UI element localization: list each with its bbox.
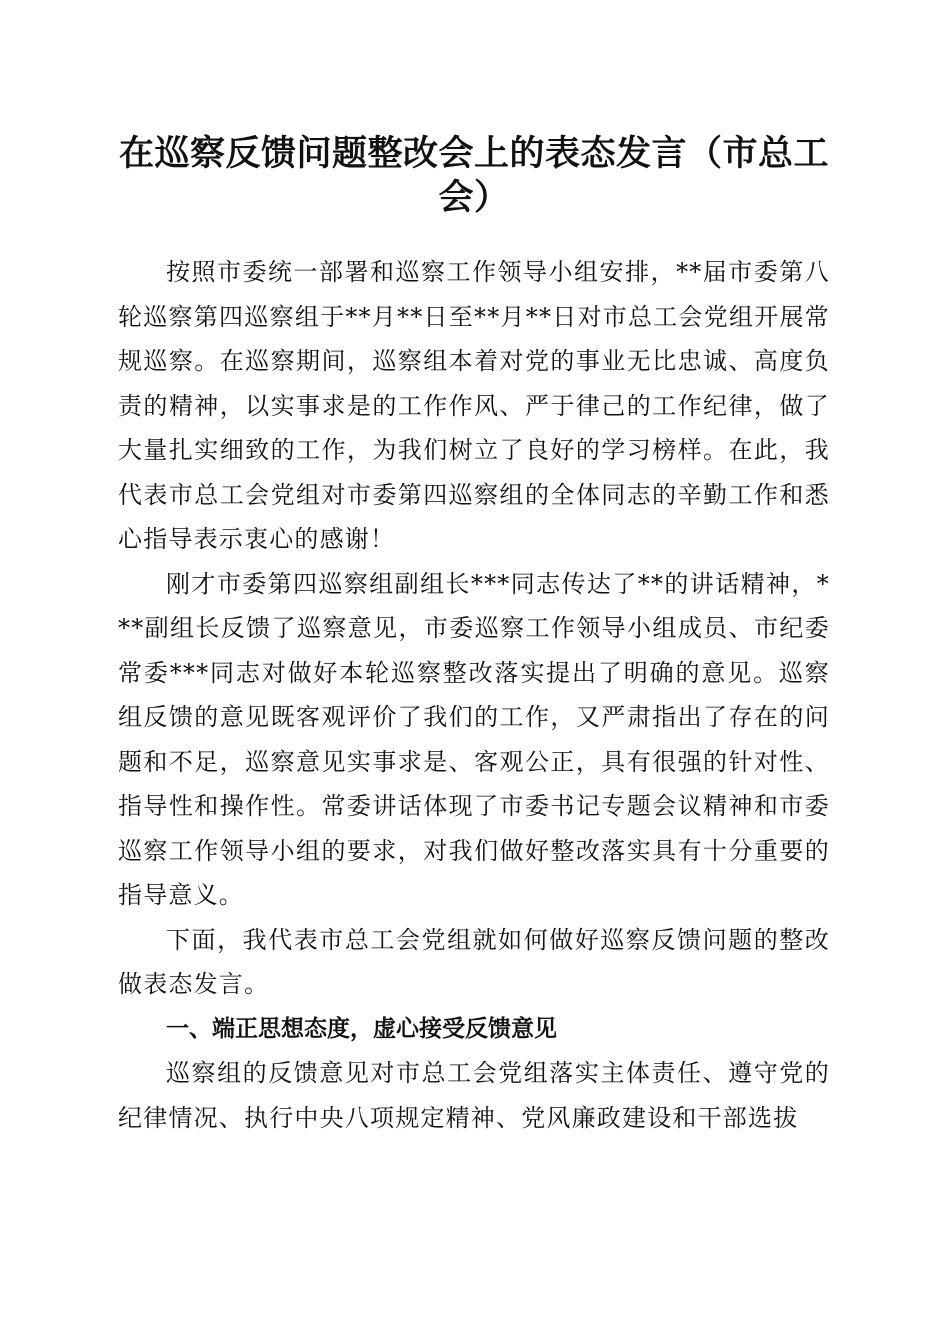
document-title: 在巡察反馈问题整改会上的表态发言（市总工会） — [118, 133, 829, 218]
paragraph-intro: 按照市委统一部署和巡察工作领导小组安排，**届市委第八轮巡察第四巡察组于**月**日至**月**日对市总工会党组开展常规巡察。在巡察期间，巡察组本着对党的事业无比忠诚、高度负责的精神，以实事求是的工作作风、严于律己的工作纪律，做了大量扎实细致的工作，为我们树立了良好的学习榜样。在此，我代表市总工会党组对市委第四巡察组的全体同志的辛勤工作和悉心指导表示衷心的感谢！ — [118, 258, 830, 553]
section-heading-1: 一、端正思想态度，虚心接受反馈意见 — [166, 1015, 557, 1042]
paragraph-statement: 下面，我代表市总工会党组就如何做好巡察反馈问题的整改做表态发言。 — [118, 925, 830, 998]
document-body — [118, 250, 830, 1140]
paragraph-section-1: 巡察组的反馈意见对市总工会党组落实主体责任、遵守党的纪律情况、执行中央八项规定精神、党风廉政建设和干部选拔 — [118, 1059, 830, 1132]
paragraph-feedback: 刚才市委第四巡察组副组长***同志传达了**的讲话精神，***副组长反馈了巡察意见，市委巡察工作领导小组成员、市纪委常委***同志对做好本轮巡察整改落实提出了明确的意见。巡察组反馈的意见既客观评价了我们的工作，又严肃指出了存在的问题和不足，巡察意见实事求是、客观公正，具有很强的针对性、指导性和操作性。常委讲话体现了市委书记专题会议精神和市委巡察工作领导小组的要求，对我们做好整改落实具有十分重要的指导意义。 — [118, 569, 830, 909]
